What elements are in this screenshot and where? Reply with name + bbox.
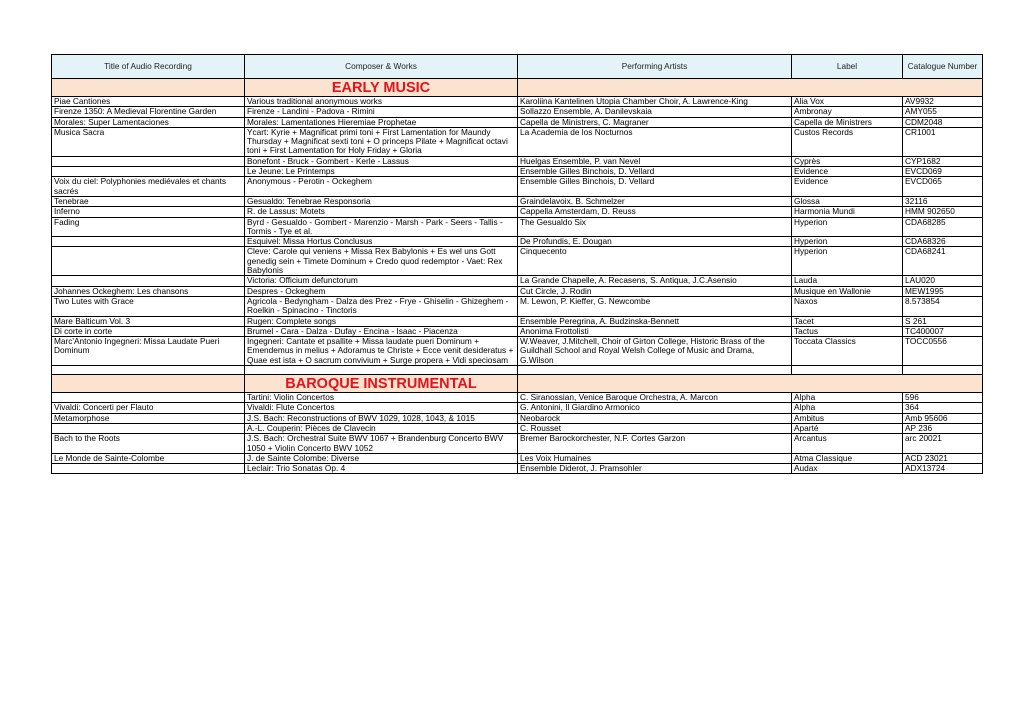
cell-performers: Les Voix Humaines xyxy=(518,453,792,463)
cell-composer-works: Le Jeune: Le Printemps xyxy=(245,167,518,177)
header-row xyxy=(52,55,983,79)
cell-composer-works: Ingegneri: Cantate et psallite + Missa laudate pueri Dominum + Emendemus in melius + Adoramus te Christe + Ecce venit desideratus + Quae est ista + O sacrum convivium + Surge propera + Vidi speciosam xyxy=(245,337,518,366)
cell-catalogue-number: TOCC0556 xyxy=(903,337,983,366)
cell-composer-works: Gesualdo: Tenebrae Responsoria xyxy=(245,196,518,206)
cell-title xyxy=(52,167,245,177)
cell-composer-works: Victoria: Officium defunctorum xyxy=(245,276,518,286)
cell-performers: La Grande Chapelle, A. Recasens, S. Antiqua, J.C.Asensio xyxy=(518,276,792,286)
table-row xyxy=(52,247,983,276)
cell-title: Metamorphose xyxy=(52,413,245,423)
cell-title: Voix du ciel: Polyphonies mediévales et chants sacrés xyxy=(52,177,245,197)
cell-label: Tacet xyxy=(792,316,903,326)
cell-title: Firenze 1350: A Medieval Florentine Garden xyxy=(52,107,245,117)
cell-label: Musique en Wallonie xyxy=(792,286,903,296)
section-header-row xyxy=(52,375,983,393)
table-row xyxy=(52,453,983,463)
cell-performers: Huelgas Ensemble, P. van Nevel xyxy=(518,156,792,166)
cell-performers: Capella de Ministrers, C. Magraner xyxy=(518,117,792,127)
cell-label: Harmonia Mundi xyxy=(792,207,903,217)
cell-catalogue-number: CYP1682 xyxy=(903,156,983,166)
table-row xyxy=(52,196,983,206)
cell-composer-works: Rugen: Complete songs xyxy=(245,316,518,326)
cell-performers: De Profundis, E. Dougan xyxy=(518,237,792,247)
table-row xyxy=(52,237,983,247)
section-spacer-cell xyxy=(518,79,983,97)
header-performing-artists: Performing Artists xyxy=(518,55,792,79)
section-spacer-cell xyxy=(52,375,245,393)
cell-catalogue-number: ACD 23021 xyxy=(903,453,983,463)
cell-title: Marc'Antonio Ingegneri: Missa Laudate Pueri Dominum xyxy=(52,337,245,366)
cell-label: Evidence xyxy=(792,167,903,177)
table-row xyxy=(52,207,983,217)
catalogue-table xyxy=(51,54,983,474)
cell-catalogue-number: AMY055 xyxy=(903,107,983,117)
cell-composer-works: J. de Sainte Colombe: Diverse xyxy=(245,453,518,463)
cell-catalogue-number: 8.573854 xyxy=(903,296,983,316)
blank-cell xyxy=(518,366,792,375)
cell-performers: Ensemble Diderot, J. Pramsohler xyxy=(518,464,792,474)
blank-cell xyxy=(792,366,903,375)
cell-title: Di corte in corte xyxy=(52,326,245,336)
cell-composer-works: Ycart: Kyrie + Magnificat primi toni + First Lamentation for Maundy Thursday + Magnificat sexti toni + O princeps Pilate + Magnificat octavi toni + First Lamentation for Holy Friday + Gloria xyxy=(245,127,518,156)
cell-performers: M. Lewon, P. Kieffer, G. Newcombe xyxy=(518,296,792,316)
cell-performers: Anonima Frottolisti xyxy=(518,326,792,336)
table-row xyxy=(52,393,983,403)
table-row xyxy=(52,337,983,366)
cell-composer-works: R. de Lassus: Motets xyxy=(245,207,518,217)
table-row xyxy=(52,403,983,413)
table-row xyxy=(52,107,983,117)
cell-catalogue-number: LAU020 xyxy=(903,276,983,286)
cell-label: Lauda xyxy=(792,276,903,286)
cell-title xyxy=(52,156,245,166)
header-catalogue-number: Catalogue Number xyxy=(903,55,983,79)
cell-title: Fading xyxy=(52,217,245,237)
cell-performers: Cut Circle, J. Rodin xyxy=(518,286,792,296)
cell-title: Tenebrae xyxy=(52,196,245,206)
cell-catalogue-number: TC400007 xyxy=(903,326,983,336)
cell-performers: Sollazzo Ensemble, A. Danilevskaia xyxy=(518,107,792,117)
cell-label: Hyperion xyxy=(792,237,903,247)
cell-performers: Graindelavoix. B. Schmelzer xyxy=(518,196,792,206)
cell-composer-works: Despres - Ockeghem xyxy=(245,286,518,296)
cell-label: Hyperion xyxy=(792,217,903,237)
section-spacer-cell xyxy=(52,79,245,97)
table-row xyxy=(52,326,983,336)
cell-label: Glossa xyxy=(792,196,903,206)
cell-label: Arcantus xyxy=(792,434,903,454)
cell-catalogue-number: CDA68326 xyxy=(903,237,983,247)
cell-title: Musica Sacra xyxy=(52,127,245,156)
header-composer-works: Composer & Works xyxy=(245,55,518,79)
cell-performers: W.Weaver, J.Mitchell, Choir of Girton College, Historic Brass of the Guildhall School and Royal Welsh College of Music and Drama, G.Wilson xyxy=(518,337,792,366)
cell-label: Hyperion xyxy=(792,247,903,276)
cell-performers: G. Antonini, Il Giardino Armonico xyxy=(518,403,792,413)
cell-composer-works: Various traditional anonymous works xyxy=(245,97,518,107)
cell-catalogue-number: AV9932 xyxy=(903,97,983,107)
cell-performers: Ensemble Gilles Binchois, D. Vellard xyxy=(518,167,792,177)
catalogue-body xyxy=(52,79,983,474)
cell-label: Ambitus xyxy=(792,413,903,423)
cell-composer-works: Morales: Lamentationes Hieremiae Prophetae xyxy=(245,117,518,127)
cell-catalogue-number: CR1001 xyxy=(903,127,983,156)
cell-catalogue-number: CDM2048 xyxy=(903,117,983,127)
cell-title: Mare Balticum Vol. 3 xyxy=(52,316,245,326)
table-row xyxy=(52,127,983,156)
cell-label: Custos Records xyxy=(792,127,903,156)
cell-label: Toccata Classics xyxy=(792,337,903,366)
cell-title: Inferno xyxy=(52,207,245,217)
cell-performers: Cappella Amsterdam, D. Reuss xyxy=(518,207,792,217)
cell-composer-works: Bonefont - Bruck - Gombert - Kerle - Lassus xyxy=(245,156,518,166)
cell-performers: Neobarock xyxy=(518,413,792,423)
table-row xyxy=(52,423,983,433)
section-title: EARLY MUSIC xyxy=(245,79,518,97)
header-title: Title of Audio Recording xyxy=(52,55,245,79)
cell-title: Le Monde de Sainte-Colombe xyxy=(52,453,245,463)
table-row xyxy=(52,177,983,197)
cell-performers: Ensemble Peregrina, A. Budzinska-Bennett xyxy=(518,316,792,326)
cell-label: Alia Vox xyxy=(792,97,903,107)
cell-catalogue-number: S 261 xyxy=(903,316,983,326)
cell-composer-works: Byrd - Gesualdo - Gombert - Marenzio - Marsh - Park - Seers - Tallis - Tormis - Tye et al. xyxy=(245,217,518,237)
cell-title xyxy=(52,423,245,433)
table-row xyxy=(52,296,983,316)
blank-cell xyxy=(903,366,983,375)
cell-composer-works: Brumel - Cara - Dalza - Dufay - Encina - Isaac - Piacenza xyxy=(245,326,518,336)
blank-row xyxy=(52,366,983,375)
table-row xyxy=(52,217,983,237)
cell-catalogue-number: MEW1995 xyxy=(903,286,983,296)
header-label: Label xyxy=(792,55,903,79)
cell-performers: The Gesualdo Six xyxy=(518,217,792,237)
cell-catalogue-number: Amb 95606 xyxy=(903,413,983,423)
cell-performers: La Academia de los Nocturnos xyxy=(518,127,792,156)
cell-composer-works: J.S. Bach: Orchestral Suite BWV 1067 + Brandenburg Concerto BWV 1050 + Violin Concerto BWV 1052 xyxy=(245,434,518,454)
cell-label: Audax xyxy=(792,464,903,474)
cell-catalogue-number: 32116 xyxy=(903,196,983,206)
blank-cell xyxy=(245,366,518,375)
table-row xyxy=(52,276,983,286)
cell-performers: Ensemble Gilles Binchois, D. Vellard xyxy=(518,177,792,197)
cell-performers: Bremer Barockorchester, N.F. Cortes Garzon xyxy=(518,434,792,454)
cell-composer-works: Anonymous - Perotin - Ockeghem xyxy=(245,177,518,197)
cell-label: Alpha xyxy=(792,403,903,413)
table-row xyxy=(52,97,983,107)
cell-title xyxy=(52,237,245,247)
cell-label: Alpha xyxy=(792,393,903,403)
table-row xyxy=(52,167,983,177)
section-header-row xyxy=(52,79,983,97)
cell-composer-works: Esquivel: Missa Hortus Conclusus xyxy=(245,237,518,247)
cell-composer-works: J.S. Bach: Reconstructions of BWV 1029, 1028, 1043, & 1015 xyxy=(245,413,518,423)
table-row xyxy=(52,413,983,423)
cell-catalogue-number: 364 xyxy=(903,403,983,413)
cell-composer-works: Vivaldi: Flute Concertos xyxy=(245,403,518,413)
cell-performers: Cinquecento xyxy=(518,247,792,276)
section-spacer-cell xyxy=(518,375,983,393)
cell-performers: C. Siranossian, Venice Baroque Orchestra, A. Marcon xyxy=(518,393,792,403)
cell-title: Johannes Ockeghem: Les chansons xyxy=(52,286,245,296)
cell-catalogue-number: EVCD069 xyxy=(903,167,983,177)
cell-label: Tactus xyxy=(792,326,903,336)
cell-label: Atma Classique xyxy=(792,453,903,463)
table-row xyxy=(52,464,983,474)
cell-label: Evidence xyxy=(792,177,903,197)
table-row xyxy=(52,286,983,296)
table-row xyxy=(52,316,983,326)
cell-title xyxy=(52,464,245,474)
table-row xyxy=(52,117,983,127)
cell-catalogue-number: EVCD065 xyxy=(903,177,983,197)
cell-catalogue-number: CDA68285 xyxy=(903,217,983,237)
cell-performers: Karoliina Kantelinen Utopia Chamber Choir, A. Lawrence-King xyxy=(518,97,792,107)
cell-catalogue-number: AP 236 xyxy=(903,423,983,433)
cell-label: Naxos xyxy=(792,296,903,316)
cell-composer-works: A.-L. Couperin: Pièces de Clavecin xyxy=(245,423,518,433)
cell-title xyxy=(52,247,245,276)
cell-label: Capella de Ministrers xyxy=(792,117,903,127)
section-title: BAROQUE INSTRUMENTAL xyxy=(245,375,518,393)
cell-catalogue-number: arc 20021 xyxy=(903,434,983,454)
cell-catalogue-number: CDA68241 xyxy=(903,247,983,276)
cell-composer-works: Leclair: Trio Sonatas Op. 4 xyxy=(245,464,518,474)
cell-title: Piae Cantiones xyxy=(52,97,245,107)
cell-composer-works: Tartini: Violin Concertos xyxy=(245,393,518,403)
cell-catalogue-number: 596 xyxy=(903,393,983,403)
cell-label: Aparté xyxy=(792,423,903,433)
cell-title: Two Lutes with Grace xyxy=(52,296,245,316)
cell-composer-works: Cleve: Carole qui veniens + Missa Rex Babylonis + Es wel uns Gott genedig sein + Timete Dominum + Credo quod redemptor - Vaet: Rex Babylonis xyxy=(245,247,518,276)
cell-title: Bach to the Roots xyxy=(52,434,245,454)
cell-title xyxy=(52,276,245,286)
cell-title: Vivaldi: Concerti per Flauto xyxy=(52,403,245,413)
cell-catalogue-number: HMM 902650 xyxy=(903,207,983,217)
cell-label: Ambronay xyxy=(792,107,903,117)
table-row xyxy=(52,156,983,166)
cell-composer-works: Firenze - Landini - Padova - Rimini xyxy=(245,107,518,117)
cell-catalogue-number: ADX13724 xyxy=(903,464,983,474)
cell-composer-works: Agricola - Bedyngham - Dalza des Prez - Frye - Ghiselin - Ghizeghem - Roelkin - Spinacino - Tinctoris xyxy=(245,296,518,316)
table-row xyxy=(52,434,983,454)
cell-title xyxy=(52,393,245,403)
blank-cell xyxy=(52,366,245,375)
cell-label: Cyprès xyxy=(792,156,903,166)
cell-performers: C. Rousset xyxy=(518,423,792,433)
cell-title: Morales: Super Lamentaciones xyxy=(52,117,245,127)
